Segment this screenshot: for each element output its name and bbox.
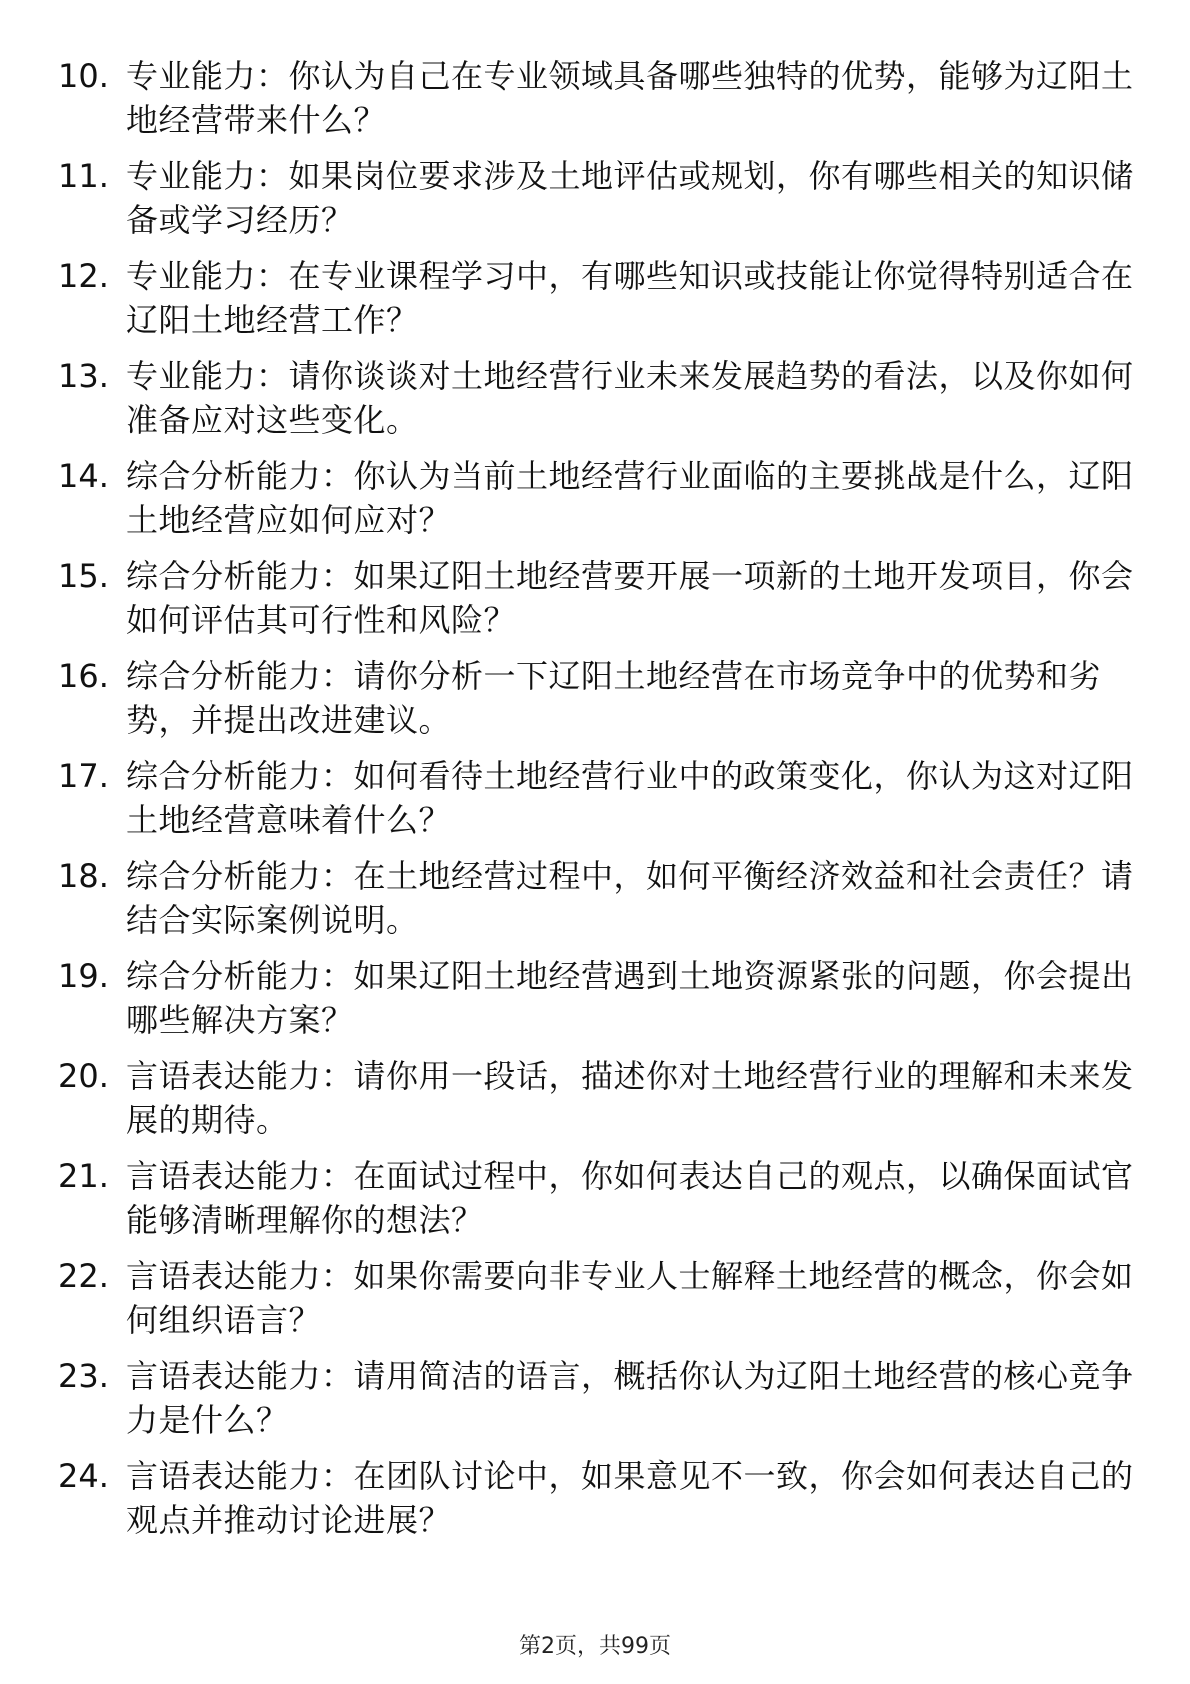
question-number: 19. bbox=[58, 957, 109, 995]
question-list bbox=[58, 54, 1138, 1554]
question-item bbox=[58, 1054, 1138, 1142]
page-footer bbox=[0, 1632, 1190, 1662]
question-text: 综合分析能力：请你分析一下辽阳土地经营在市场竞争中的优势和劣势，并提出改进建议。 bbox=[126, 657, 1102, 739]
question-item bbox=[58, 754, 1138, 842]
question-item bbox=[58, 954, 1138, 1042]
question-number: 16. bbox=[58, 657, 109, 695]
question-number: 11. bbox=[58, 157, 109, 195]
question-item bbox=[58, 854, 1138, 942]
question-item bbox=[58, 154, 1138, 242]
question-text: 综合分析能力：你认为当前土地经营行业面临的主要挑战是什么，辽阳土地经营应如何应对？ bbox=[126, 457, 1134, 539]
question-number: 18. bbox=[58, 857, 109, 895]
question-text: 专业能力：如果岗位要求涉及土地评估或规划，你有哪些相关的知识储备或学习经历？ bbox=[126, 157, 1134, 239]
question-item bbox=[58, 554, 1138, 642]
question-text: 言语表达能力：在团队讨论中，如果意见不一致，你会如何表达自己的观点并推动讨论进展？ bbox=[126, 1457, 1134, 1539]
question-number: 20. bbox=[58, 1057, 109, 1095]
question-number: 17. bbox=[58, 757, 109, 795]
question-item bbox=[58, 54, 1138, 142]
question-text: 综合分析能力：如果辽阳土地经营遇到土地资源紧张的问题，你会提出哪些解决方案？ bbox=[126, 957, 1134, 1039]
question-text: 综合分析能力：在土地经营过程中，如何平衡经济效益和社会责任？请结合实际案例说明。 bbox=[126, 857, 1134, 939]
question-item bbox=[58, 254, 1138, 342]
question-text: 言语表达能力：请用简洁的语言，概括你认为辽阳土地经营的核心竞争力是什么？ bbox=[126, 1357, 1134, 1439]
question-number: 15. bbox=[58, 557, 109, 595]
question-number: 23. bbox=[58, 1357, 109, 1395]
question-text: 言语表达能力：如果你需要向非专业人士解释土地经营的概念，你会如何组织语言？ bbox=[126, 1257, 1134, 1339]
question-number: 21. bbox=[58, 1157, 109, 1195]
question-number: 14. bbox=[58, 457, 109, 495]
question-text: 专业能力：请你谈谈对土地经营行业未来发展趋势的看法，以及你如何准备应对这些变化。 bbox=[126, 357, 1134, 439]
question-text: 专业能力：你认为自己在专业领域具备哪些独特的优势，能够为辽阳土地经营带来什么？ bbox=[126, 57, 1134, 139]
question-item bbox=[58, 454, 1138, 542]
question-number: 13. bbox=[58, 357, 109, 395]
question-item bbox=[58, 1154, 1138, 1242]
question-number: 10. bbox=[58, 57, 109, 95]
question-text: 专业能力：在专业课程学习中，有哪些知识或技能让你觉得特别适合在辽阳土地经营工作？ bbox=[126, 257, 1134, 339]
question-item bbox=[58, 354, 1138, 442]
question-text: 综合分析能力：如果辽阳土地经营要开展一项新的土地开发项目，你会如何评估其可行性和风险？ bbox=[126, 557, 1134, 639]
question-item bbox=[58, 1254, 1138, 1342]
page-number-text: 第2页，共99页 bbox=[519, 1634, 671, 1659]
question-number: 12. bbox=[58, 257, 109, 295]
question-text: 言语表达能力：请你用一段话，描述你对土地经营行业的理解和未来发展的期待。 bbox=[126, 1057, 1134, 1139]
question-item bbox=[58, 1354, 1138, 1442]
question-text: 言语表达能力：在面试过程中，你如何表达自己的观点，以确保面试官能够清晰理解你的想法？ bbox=[126, 1157, 1134, 1239]
question-text: 综合分析能力：如何看待土地经营行业中的政策变化，你认为这对辽阳土地经营意味着什么？ bbox=[126, 757, 1134, 839]
question-number: 24. bbox=[58, 1457, 109, 1495]
question-item bbox=[58, 1454, 1138, 1542]
question-item bbox=[58, 654, 1138, 742]
question-number: 22. bbox=[58, 1257, 109, 1295]
